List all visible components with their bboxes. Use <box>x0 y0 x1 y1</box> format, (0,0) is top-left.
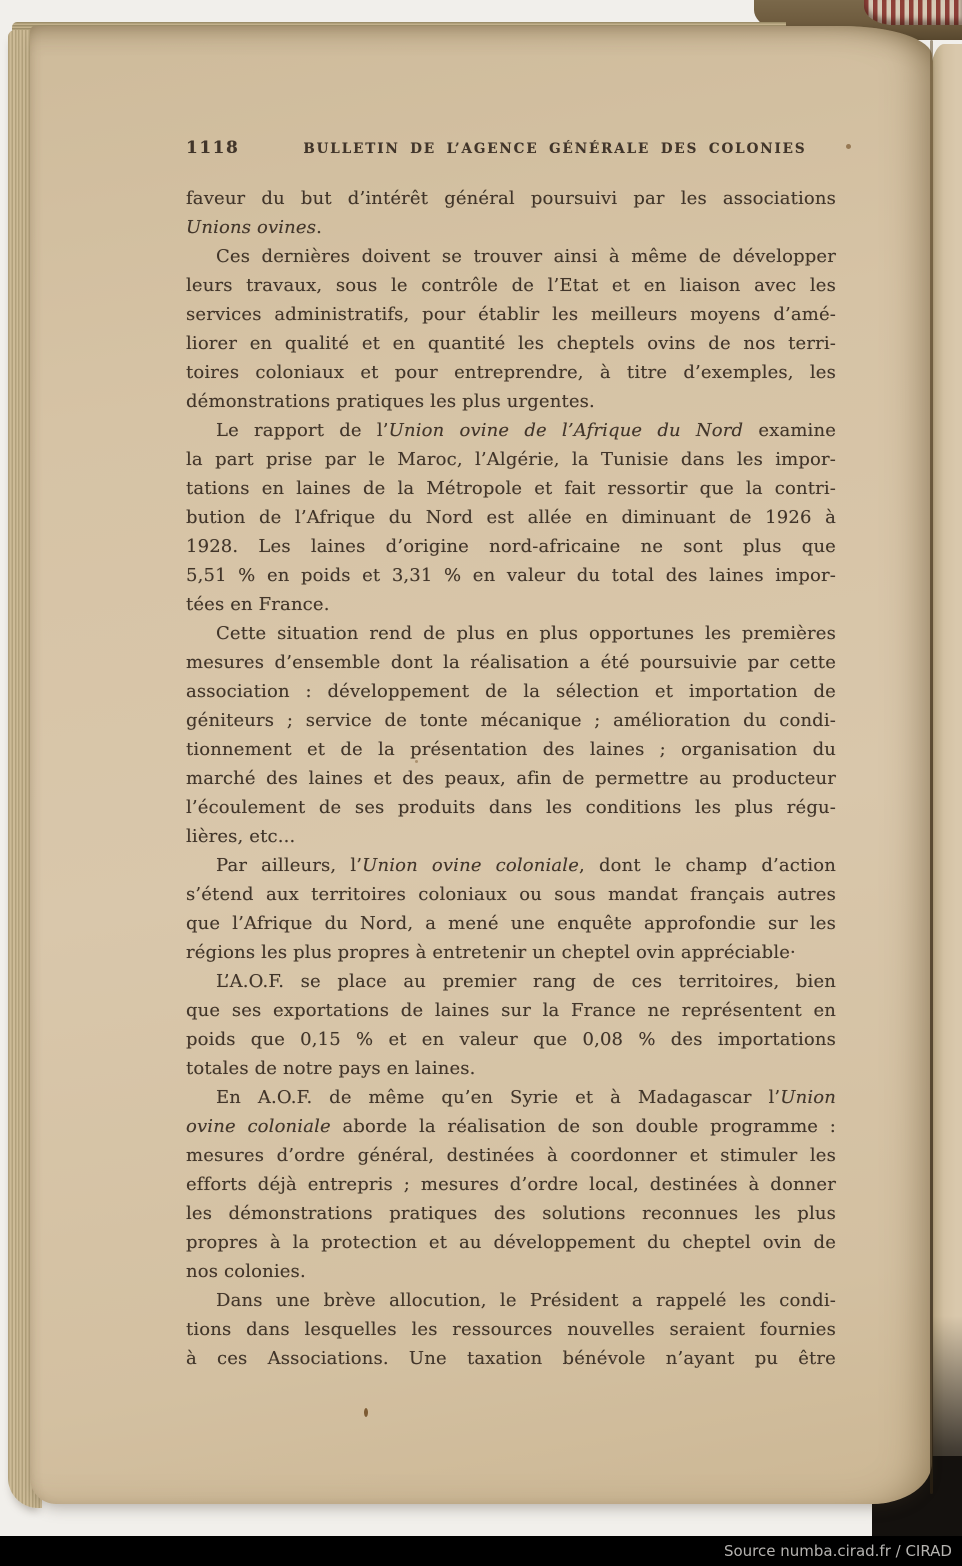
text-line: Dans une brève allocution, le Président a rappelé les condi- <box>216 1290 836 1311</box>
text-block <box>186 184 836 1373</box>
text-line: efforts déjà entrepris ; mesures d’ordre local, destinées à donner <box>186 1174 836 1195</box>
text-line: En A.O.F. de même qu’en Syrie et à Madagascar l’Union <box>216 1087 836 1108</box>
text-line: marché des laines et des peaux, afin de permettre au producteur <box>186 768 836 789</box>
text-line: tionnement et de la présentation des laines ; organisation du <box>186 739 836 760</box>
facing-page-edge <box>928 44 962 1530</box>
text-line: démonstrations pratiques les plus urgentes. <box>186 391 595 412</box>
scanned-page <box>30 26 932 1504</box>
text-line: mesures d’ordre général, destinées à coordonner et stimuler les <box>186 1145 836 1166</box>
text-line: géniteurs ; service de tonte mécanique ; amélioration du condi- <box>186 710 836 731</box>
text-line: Le rapport de l’Union ovine de l’Afrique du Nord examine <box>216 420 836 441</box>
text-line: bution de l’Afrique du Nord est allée en diminuant de 1926 à <box>186 507 836 528</box>
book-headband <box>864 0 962 25</box>
paragraph <box>186 416 836 619</box>
text-line: 1928. Les laines d’origine nord-africaine ne sont plus que <box>186 536 836 557</box>
text-line: régions les plus propres à entretenir un cheptel ovin appréciable· <box>186 942 796 963</box>
text-line: association : développement de la sélection et importation de <box>186 681 836 702</box>
running-header <box>186 138 836 158</box>
paragraph <box>186 1083 836 1286</box>
text-line: Ces dernières doivent se trouver ainsi à même de développer <box>216 246 836 267</box>
text-line: tées en France. <box>186 594 330 615</box>
paragraph <box>186 967 836 1083</box>
text-line: L’A.O.F. se place au premier rang de ces territoires, bien <box>216 971 836 992</box>
gutter-crease <box>930 40 933 1494</box>
text-line: 5,51 % en poids et 3,31 % en valeur du total des laines impor- <box>186 565 836 586</box>
paper-speck <box>415 760 418 763</box>
text-line: Par ailleurs, l’Union ovine coloniale, dont le champ d’action <box>216 855 836 876</box>
text-line: s’étend aux territoires coloniaux ou sous mandat français autres <box>186 884 836 905</box>
text-line: Cette situation rend de plus en plus opportunes les premières <box>216 623 836 644</box>
paper-speck <box>846 144 851 149</box>
paragraph <box>186 1286 836 1373</box>
text-line: tations en laines de la Métropole et fait ressortir que la contri- <box>186 478 836 499</box>
text-line: que l’Afrique du Nord, a mené une enquête approfondie sur les <box>186 913 836 934</box>
text-line: leurs travaux, sous le contrôle de l’Etat et en liaison avec les <box>186 275 836 296</box>
text-line: propres à la protection et au développement du cheptel ovin de <box>186 1232 836 1253</box>
text-line: la part prise par le Maroc, l’Algérie, la Tunisie dans les impor- <box>186 449 836 470</box>
paper-speck <box>364 1408 368 1417</box>
source-attribution-text: Source numba.cirad.fr / CIRAD <box>723 1542 952 1560</box>
text-line: faveur du but d’intérêt général poursuivi par les associations <box>186 188 836 209</box>
text-line: poids que 0,15 % et en valeur que 0,08 % des importations <box>186 1029 836 1050</box>
text-line: lières, etc... <box>186 826 296 847</box>
text-line: nos colonies. <box>186 1261 306 1282</box>
text-line: toires coloniaux et pour entreprendre, à titre d’exemples, les <box>186 362 836 383</box>
text-line: totales de notre pays en laines. <box>186 1058 476 1079</box>
paragraph <box>186 184 836 242</box>
text-line: les démonstrations pratiques des solutions reconnues les plus <box>186 1203 836 1224</box>
text-line: ovine coloniale aborde la réalisation de son double programme : <box>186 1116 837 1137</box>
text-line: l’écoulement de ses produits dans les conditions les plus régu- <box>186 797 836 818</box>
text-line: tions dans lesquelles les ressources nouvelles seraient fournies <box>186 1319 836 1340</box>
text-line: mesures d’ensemble dont la réalisation a été poursuivie par cette <box>186 652 836 673</box>
text-line: services administratifs, pour établir les meilleurs moyens d’amé- <box>186 304 836 325</box>
paragraph <box>186 242 836 416</box>
text-line: liorer en qualité et en quantité les cheptels ovins de nos terri- <box>186 333 836 354</box>
source-attribution-bar <box>0 1536 962 1566</box>
paragraph <box>186 851 836 967</box>
text-line: Unions ovines. <box>186 217 322 238</box>
page-number: 1118 <box>186 138 240 158</box>
text-line: que ses exportations de laines sur la France ne représentent en <box>186 1000 836 1021</box>
journal-title: BULLETIN DE L’AGENCE GÉNÉRALE DES COLONIES <box>303 141 807 157</box>
page-content <box>186 138 836 1373</box>
paragraph <box>186 619 836 851</box>
text-line: à ces Associations. Une taxation bénévole n’ayant pu être <box>186 1348 836 1369</box>
